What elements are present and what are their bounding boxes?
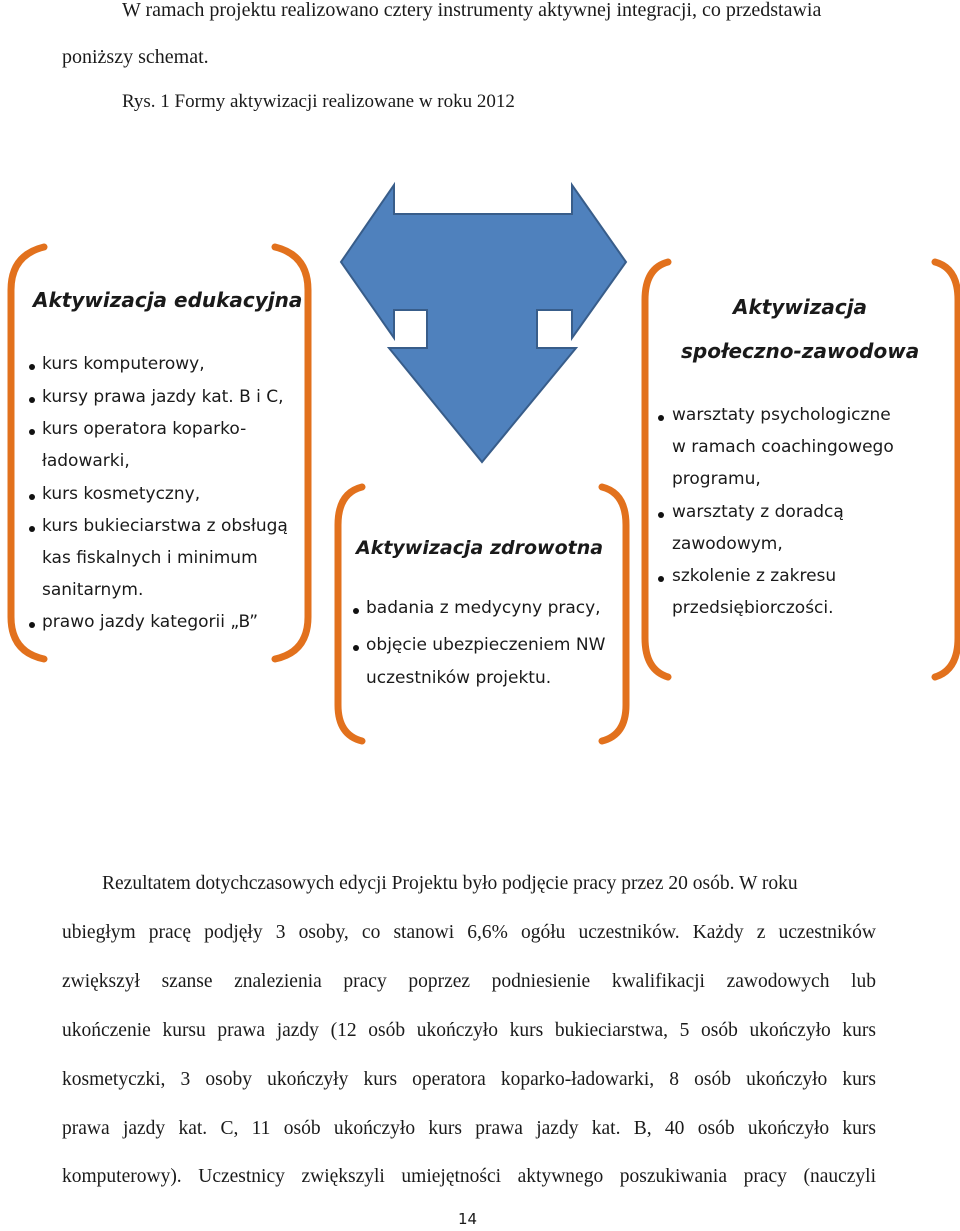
- bracket-middle-box-left: [338, 487, 362, 741]
- right-box-item: szkolenie z zakresu: [672, 566, 837, 586]
- bullet-icon: [658, 512, 664, 518]
- right-box-item: warsztaty z doradcą: [672, 502, 844, 522]
- middle-box-item: badania z medycyny pracy,: [366, 598, 601, 618]
- bullet-icon: [29, 397, 35, 403]
- bullet-icon: [29, 622, 35, 628]
- bullet-icon: [29, 526, 35, 532]
- intro-line-2: poniższy schemat.: [62, 46, 209, 68]
- left-box-item: kursy prawa jazdy kat. B i C,: [42, 387, 284, 407]
- right-box-item: przedsiębiorczości.: [672, 598, 834, 618]
- figure-caption: Rys. 1 Formy aktywizacji realizowane w roku 2012: [122, 91, 515, 112]
- bullet-icon: [658, 576, 664, 582]
- paragraph-line: prawa jazdy kat. C, 11 osób ukończyło kurs prawa jazdy kat. B, 40 osób ukończyło kurs: [62, 1118, 876, 1139]
- paragraph-line: zwiększył szanse znalezienia pracy poprzez podniesienie kwalifikacji zawodowych lub: [62, 971, 876, 992]
- middle-box-title: Aktywizacja zdrowotna: [356, 537, 604, 559]
- bullet-icon: [29, 494, 35, 500]
- left-box-item: kurs komputerowy,: [42, 354, 205, 374]
- bullet-icon: [353, 645, 359, 651]
- right-box-item: w ramach coachingowego: [672, 437, 894, 457]
- bullet-icon: [29, 364, 35, 370]
- bracket-middle-box-right: [602, 487, 626, 741]
- left-box-item: ładowarki,: [42, 451, 130, 471]
- right-box-item: warsztaty psychologiczne: [672, 405, 891, 425]
- left-box-item: kas fiskalnych i minimum: [42, 548, 258, 568]
- intro-line-1: W ramach projektu realizowano cztery instrumenty aktywnej integracji, co przedstawia: [122, 0, 822, 21]
- paragraph-line: komputerowy). Uczestnicy zwiększyli umiejętności aktywnego poszukiwania pracy (nauczyli: [62, 1166, 876, 1187]
- bracket-right-box-left: [645, 262, 668, 677]
- right-box-item: programu,: [672, 469, 761, 489]
- page-number: 14: [457, 1210, 478, 1228]
- left-box-item: kurs kosmetyczny,: [42, 484, 201, 504]
- bullet-icon: [353, 608, 359, 614]
- left-box-item: sanitarnym.: [42, 580, 144, 600]
- paragraph-line: kosmetyczki, 3 osoby ukończyły kurs operatora koparko-ładowarki, 8 osób ukończyło kurs: [62, 1069, 876, 1090]
- arrow-shape: [341, 185, 626, 462]
- left-box-item: prawo jazdy kategorii „B”: [42, 612, 259, 632]
- left-box-title: Aktywizacja edukacyjna: [33, 288, 303, 312]
- left-box-item: kurs bukieciarstwa z obsługą: [42, 516, 288, 536]
- middle-box-item: uczestników projektu.: [366, 668, 552, 688]
- bullet-icon: [658, 415, 664, 421]
- bullet-icon: [29, 429, 35, 435]
- right-box-title-line-1: Aktywizacja: [733, 295, 868, 319]
- paragraph-line: ubiegłym pracę podjęły 3 osoby, co stanowi 6,6% ogółu uczestników. Każdy z uczestników: [62, 922, 876, 943]
- right-box-title-line-2: społeczno-zawodowa: [681, 339, 920, 363]
- paragraph-line: Rezultatem dotychczasowych edycji Projektu było podjęcie pracy przez 20 osób. W roku: [102, 873, 798, 894]
- bracket-right-box-right: [935, 262, 958, 677]
- left-box-item: kurs operatora koparko-: [42, 419, 247, 439]
- middle-box-item: objęcie ubezpieczeniem NW: [366, 635, 606, 655]
- right-box-item: zawodowym,: [672, 534, 783, 554]
- paragraph-line: ukończenie kursu prawa jazdy (12 osób ukończyło kurs bukieciarstwa, 5 osób ukończyło kurs: [62, 1020, 876, 1041]
